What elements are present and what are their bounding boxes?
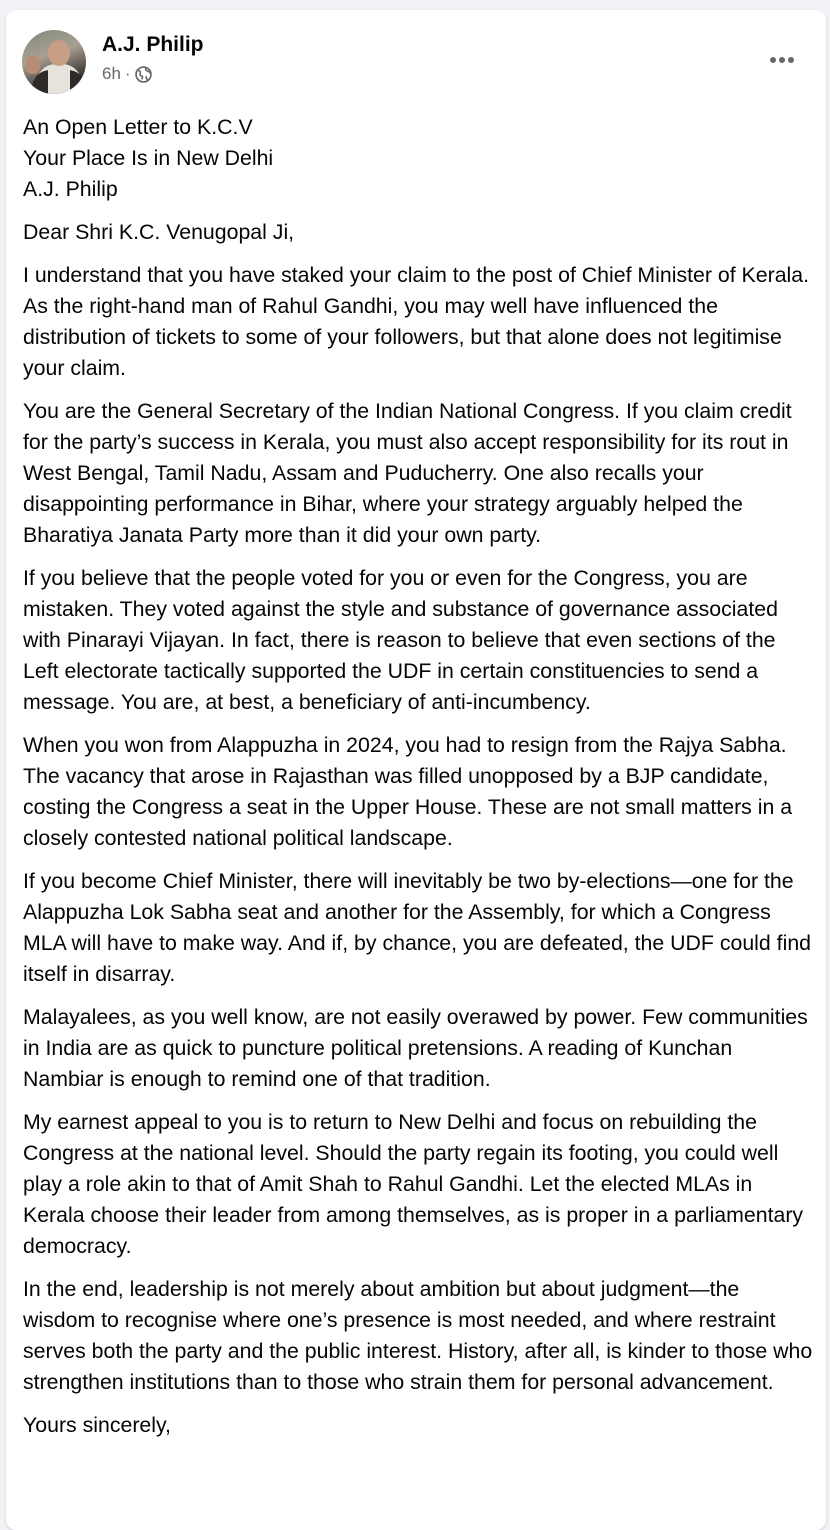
- letter-paragraph: You are the General Secretary of the Indian National Congress. If you claim credit for the party’s success in Kerala, you must also accept responsibility for its rout in West Bengal, Tamil Nadu, Assam and Puducherry. One also recalls your disappointing performance in Bihar, where your strategy arguably helped the Bharatiya Janata Party more than it did your own party.: [23, 399, 792, 547]
- letter-closing: Yours sincerely,: [23, 1413, 171, 1437]
- letter-paragraph: When you won from Alappuzha in 2024, you had to resign from the Rajya Sabha. The vacancy that arose in Rajasthan was filled unopposed by a BJP candidate, costing the Congress a seat in the Upper House. These are not small matters in a closely contested national political landscape.: [23, 733, 793, 850]
- globe-icon[interactable]: [135, 66, 152, 83]
- separator-dot: ·: [124, 64, 131, 83]
- letter-heading: [23, 112, 813, 205]
- letter-paragraph: If you become Chief Minister, there will inevitably be two by-elections—one for the Alappuzha Lok Sabha seat and another for the Assembly, for which a Congress MLA will have to make way. And if, by chance, you are defeated, the UDF could find itself in disarray.: [23, 869, 812, 986]
- author-name[interactable]: A.J. Philip: [102, 33, 204, 56]
- post-body: [23, 112, 813, 1453]
- more-options-icon[interactable]: [764, 46, 800, 74]
- avatar[interactable]: [22, 30, 86, 94]
- letter-paragraph: Malayalees, as you well know, are not easily overawed by power. Few communities in India are as quick to puncture political pretensions. A reading of Kunchan Nambiar is enough to remind one of that tradition.: [23, 1005, 808, 1091]
- letter-paragraph: I understand that you have staked your claim to the post of Chief Minister of Kerala. As the right-hand man of Rahul Gandhi, you may well have influenced the distribution of tickets to some of your followers, but that alone does not legitimise your claim.: [23, 263, 810, 380]
- letter-heading-line: Your Place Is in New Delhi: [23, 146, 274, 170]
- post-subline: [102, 64, 204, 84]
- post-timestamp[interactable]: 6h: [102, 64, 121, 83]
- post-meta: [102, 32, 204, 84]
- letter-paragraph: In the end, leadership is not merely about ambition but about judgment—the wisdom to recognise where one’s presence is most needed, and where restraint serves both the party and the public interest. History, after all, is kinder to those who strengthen institutions than to those who strain them for personal advancement.: [23, 1277, 813, 1394]
- letter-salutation: Dear Shri K.C. Venugopal Ji,: [23, 220, 295, 244]
- letter-heading-line: A.J. Philip: [23, 177, 118, 201]
- post-header: [22, 30, 204, 94]
- post-card: [6, 10, 826, 1530]
- letter-heading-line: An Open Letter to K.C.V: [23, 115, 253, 139]
- letter-paragraph: My earnest appeal to you is to return to New Delhi and focus on rebuilding the Congress at the national level. Should the party regain its footing, you could well play a role akin to that of Amit Shah to Rahul Gandhi. Let the elected MLAs in Kerala choose their leader from among themselves, as is proper in a parliamentary democracy.: [23, 1110, 804, 1258]
- letter-paragraph: If you believe that the people voted for you or even for the Congress, you are mistaken. They voted against the style and substance of governance associated with Pinarayi Vijayan. In fact, there is reason to believe that even sections of the Left electorate tactically supported the UDF in certain constituencies to send a message. You are, at best, a beneficiary of anti-incumbency.: [23, 566, 778, 714]
